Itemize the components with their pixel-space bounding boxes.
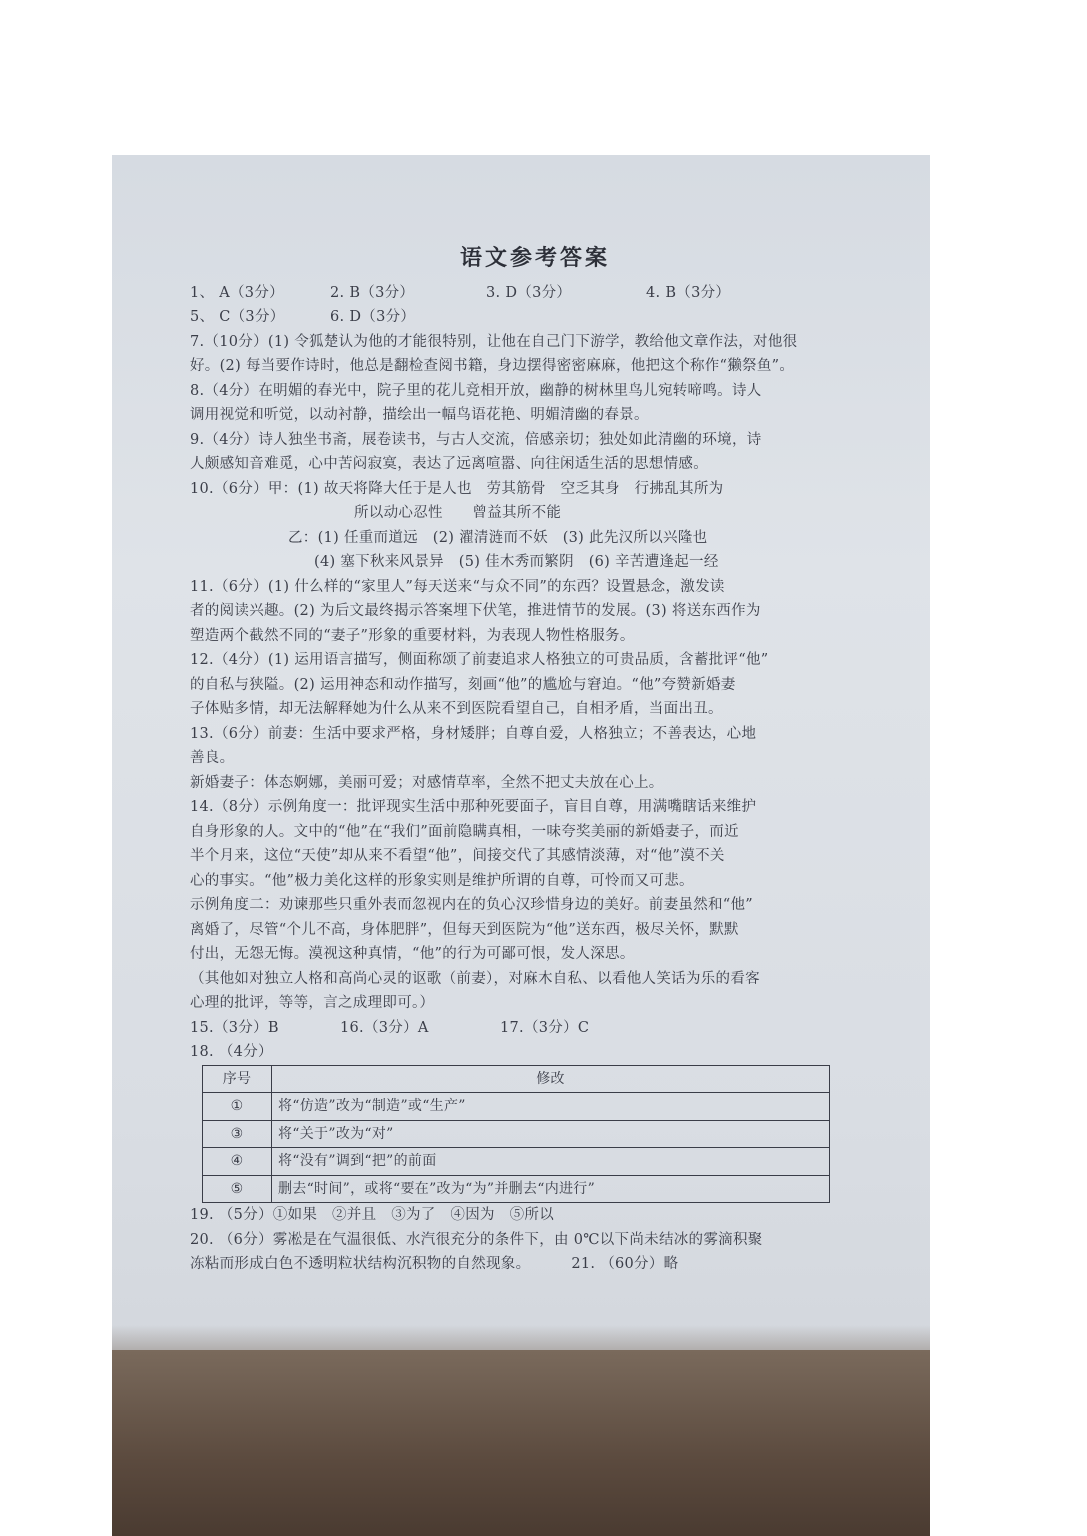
- table-row: [203, 1120, 830, 1148]
- row-number: ①: [203, 1093, 272, 1121]
- text-line: 人颇感知音难觅，心中苦闷寂寞，表达了远离喧嚣、向往闲适生活的思想情感。: [190, 456, 708, 472]
- row-revision: 将“仿造”改为“制造”或“生产”: [272, 1093, 830, 1121]
- text-line: 心的事实。“他”极力美化这样的形象实则是维护所谓的自尊，可怜而又可悲。: [190, 872, 694, 889]
- answer-11: [190, 575, 880, 649]
- answer-13: [190, 722, 880, 796]
- mc-answers-row-2: [190, 305, 880, 330]
- row-revision: 将“没有”调到“把”的前面: [272, 1148, 830, 1176]
- text-line: [190, 1252, 880, 1277]
- table-header-row: [203, 1065, 830, 1093]
- mc-answer: 3. D（3分）: [486, 284, 572, 301]
- row-number: ⑤: [203, 1175, 272, 1203]
- text-line: 付出，无怨无悔。漠视这种真情，“他”的行为可鄙可恨，发人深思。: [190, 946, 635, 962]
- text-line: 子体贴多情，却无法解释她为什么从来不到医院看望自己，自相矛盾，当面出丑。: [190, 701, 723, 717]
- row-number: ③: [203, 1120, 272, 1148]
- answer-19: 19. （5分）①如果 ②并且 ③为了 ④因为 ⑤所以: [190, 1207, 554, 1223]
- text-line: 所以动心忍性 曾益其所不能: [354, 505, 562, 521]
- page-title: 语文参考答案: [459, 245, 610, 271]
- table-row: [203, 1148, 830, 1176]
- text-line: 13.（6分）前妻：生活中要求严格，身材矮胖；自尊自爱，人格独立；不善表达，心地: [190, 725, 757, 742]
- column-header: 序号: [203, 1065, 272, 1093]
- answer-9: [190, 428, 880, 477]
- text-line: 10.（6分）甲：(1) 故天将降大任于是人也 劳其筋骨 空乏其身 行拂乱其所为: [190, 480, 724, 497]
- text-line: 7.（10分）(1) 令狐楚认为他的才能很特别，让他在自己门下游学，教给他文章作法，对他很: [190, 333, 798, 350]
- text-line: 者的阅读兴趣。(2) 为后文最终揭示答案埋下伏笔，推进情节的发展。(3) 将送东西作为: [190, 603, 761, 619]
- answer-8: [190, 379, 880, 428]
- column-header: 修改: [272, 1065, 830, 1093]
- text-line: 自身形象的人。文中的“他”在“我们”面前隐瞒真相，一味夸奖美丽的新婚妻子，而近: [190, 823, 739, 840]
- text-line: 示例角度二：劝谏那些只重外表而忽视内在的负心汉珍惜身边的美好。前妻虽然和“他”: [190, 897, 754, 913]
- mc-answer: 4. B（3分）: [646, 284, 731, 301]
- text-span: 冻粘而形成白色不透明粒状结构沉积物的自然现象。: [190, 1256, 531, 1272]
- mc-answers-row-1: [190, 281, 880, 306]
- answer-20: [190, 1228, 880, 1277]
- text-line: 离婚了，尽管“个儿不高，身体肥胖”，但每天到医院为“他”送东西，极尽关怀，默默: [190, 921, 739, 938]
- text-line: 8.（4分）在明媚的春光中，院子里的花儿竞相开放，幽静的树林里鸟儿宛转啼鸣。诗人: [190, 382, 762, 399]
- text-line: （其他如对独立人格和高尚心灵的讴歌（前妻），对麻木自私、以看他人笑话为乐的看客: [190, 970, 760, 987]
- text-line: 善良。: [190, 750, 235, 766]
- question-18-label: 18. （4分）: [190, 1044, 273, 1060]
- text-line: 调用视觉和听觉，以动衬静，描绘出一幅鸟语花艳、明媚清幽的春景。: [190, 407, 649, 423]
- text-line: (4) 塞下秋来风景异 (5) 佳木秀而繁阴 (6) 辛苦遭逢起一经: [314, 554, 719, 570]
- revision-table: [202, 1065, 830, 1204]
- answer-12: [190, 648, 880, 722]
- answer-10: [190, 477, 880, 575]
- row-revision: 将“关于”改为“对”: [272, 1120, 830, 1148]
- mc-answer: 16.（3分）A: [340, 1019, 429, 1036]
- text-line: 乙：(1) 任重而道远 (2) 濯清涟而不妖 (3) 此先汉所以兴隆也: [288, 529, 708, 546]
- text-line: 11.（6分）(1) 什么样的“家里人”每天送来“与众不同”的东西？设置悬念，激发读: [190, 578, 725, 595]
- answer-21: 21. （60分）略: [571, 1256, 679, 1272]
- answers-15-17: [190, 1016, 880, 1041]
- text-line: 心理的批评，等等，言之成理即可。）: [190, 995, 435, 1011]
- table-row: [203, 1175, 830, 1203]
- mc-answer: 2. B（3分）: [330, 284, 415, 301]
- row-number: ④: [203, 1148, 272, 1176]
- answer-14: [190, 795, 880, 1016]
- answer-key-content: [190, 240, 880, 1277]
- mc-answer: 5、 C（3分）: [190, 309, 285, 325]
- table-surface-shadow: [112, 1350, 930, 1536]
- text-line: 20. （6分）雾凇是在气温很低、水汽很充分的条件下，由 0℃以下尚未结冰的雾滴积聚: [190, 1231, 763, 1248]
- text-line: 好。(2) 每当要作诗时，他总是翻检查阅书籍，身边摆得密密麻麻，他把这个称作“獭祭鱼”。: [190, 358, 795, 374]
- text-line: 14.（8分）示例角度一：批评现实生活中那种死要面子，盲目自尊，用满嘴瞎话来维护: [190, 799, 757, 815]
- mc-answer: 6. D（3分）: [330, 309, 416, 325]
- text-line: 半个月来，这位“天使”却从来不看望“他”，间接交代了其感情淡薄，对“他”漠不关: [190, 848, 725, 864]
- text-line: 的自私与狭隘。(2) 运用神态和动作描写，刻画“他”的尴尬与窘迫。“他”夸赞新婚妻: [190, 676, 736, 693]
- row-revision: 删去“时间”，或将“要在”改为“为”并删去“内进行”: [272, 1175, 830, 1203]
- table-row: [203, 1093, 830, 1121]
- mc-answer: 1、 A（3分）: [190, 284, 284, 301]
- mc-answer: 17.（3分）C: [500, 1019, 590, 1036]
- text-line: 9.（4分）诗人独坐书斋，展卷读书，与古人交流，倍感亲切；独处如此清幽的环境，诗: [190, 431, 762, 448]
- mc-answer: 15.（3分）B: [190, 1019, 279, 1036]
- text-line: 塑造两个截然不同的“妻子”形象的重要材料，为表现人物性格服务。: [190, 627, 635, 644]
- text-line: 12.（4分）(1) 运用语言描写，侧面称颂了前妻追求人格独立的可贵品质，含蓄批评“他”: [190, 652, 769, 668]
- answer-7: [190, 330, 880, 379]
- text-line: 新婚妻子：体态婀娜，美丽可爱；对感情草率，全然不把丈夫放在心上。: [190, 774, 664, 791]
